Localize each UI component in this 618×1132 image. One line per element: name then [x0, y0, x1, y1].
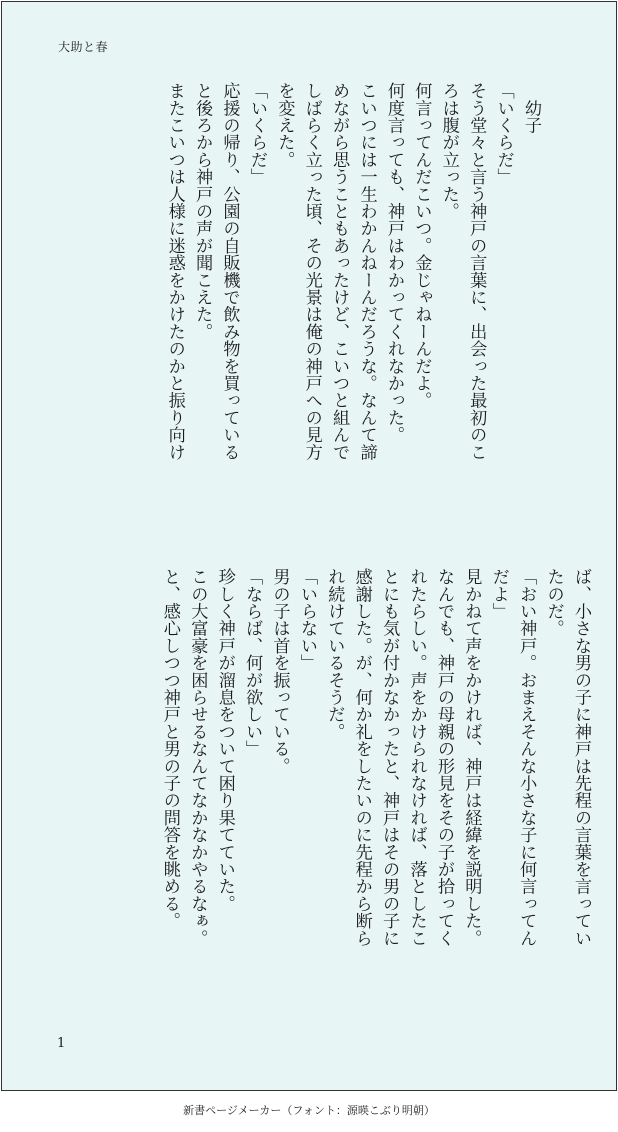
footer-credit: 新書ページメーカー（フォント：源暎こぶり明朝） [183, 1104, 435, 1117]
book-page [1, 1, 617, 1091]
text-line: と、感心しつつ神戸と男の子の問答を眺める。 [159, 568, 180, 930]
page-number: 1 [57, 1036, 66, 1051]
text-line: 幼子 [521, 82, 541, 134]
text-line: 応援の帰り、公園の自販機で飲み物を買っている [219, 82, 240, 461]
text-line: 感謝した。が、何か礼をしたいのに先程から断ら [351, 568, 372, 947]
text-line: 「いらない」 [296, 568, 317, 672]
text-line: 「ならば、何が欲しい」 [242, 568, 263, 758]
text-line: 男の子は首を振っている。 [269, 568, 290, 775]
text-column-top [138, 82, 544, 522]
text-line: と後ろから神戸の声が聞こえた。 [192, 82, 213, 340]
text-line: たのだ。 [543, 568, 564, 637]
text-line: またこいつは人様に迷惑をかけたのかと振り向け [164, 82, 185, 461]
text-line: 何言ってんだこいつ。金じゃねーんだよ。 [411, 82, 432, 409]
text-line: そう堂々と言う神戸の言葉に、出会った最初のこ [466, 82, 487, 461]
book-title: 大助と春 [58, 40, 109, 54]
text-line: 「いくらだ」 [493, 82, 514, 186]
text-line: なんでも、神戸の母親の形見をその子が拾ってく [433, 568, 454, 947]
text-line: こいつには一生わかんねーんだろうな。なんて諦 [356, 82, 377, 461]
text-line: ば、小さな男の子に神戸は先程の言葉を言ってい [571, 568, 591, 947]
text-line: しばらく立った頃、その光景は俺の神戸への見方 [301, 82, 322, 461]
text-line: とにも気が付かなかったと、神戸はその男の子に [379, 568, 400, 947]
text-line: めながら思うこともあったけど、こいつと組んで [329, 82, 350, 461]
text-line: 「いくらだ」 [246, 82, 267, 186]
text-line: 見かねて声をかければ、神戸は経緯を説明した。 [461, 568, 482, 947]
text-line: を変えた。 [274, 82, 295, 168]
text-line: れ続けているそうだ。 [324, 568, 345, 740]
text-line: れたらしい。声をかけられなければ、落としたこ [406, 568, 427, 947]
text-line: 何度言っても、神戸はわかってくれなかった。 [383, 82, 404, 444]
text-line: この大富豪を困らせるなんてなかなかやるなぁ。 [187, 568, 208, 947]
text-line: だよ」 [488, 568, 509, 620]
text-column-bottom [64, 568, 594, 988]
text-line: 珍しく神戸が溜息をついて困り果てていた。 [214, 568, 235, 912]
text-line: ろは腹が立った。 [438, 82, 459, 220]
text-line: 「おい神戸。おまえそんな小さな子に何言ってん [516, 568, 537, 947]
